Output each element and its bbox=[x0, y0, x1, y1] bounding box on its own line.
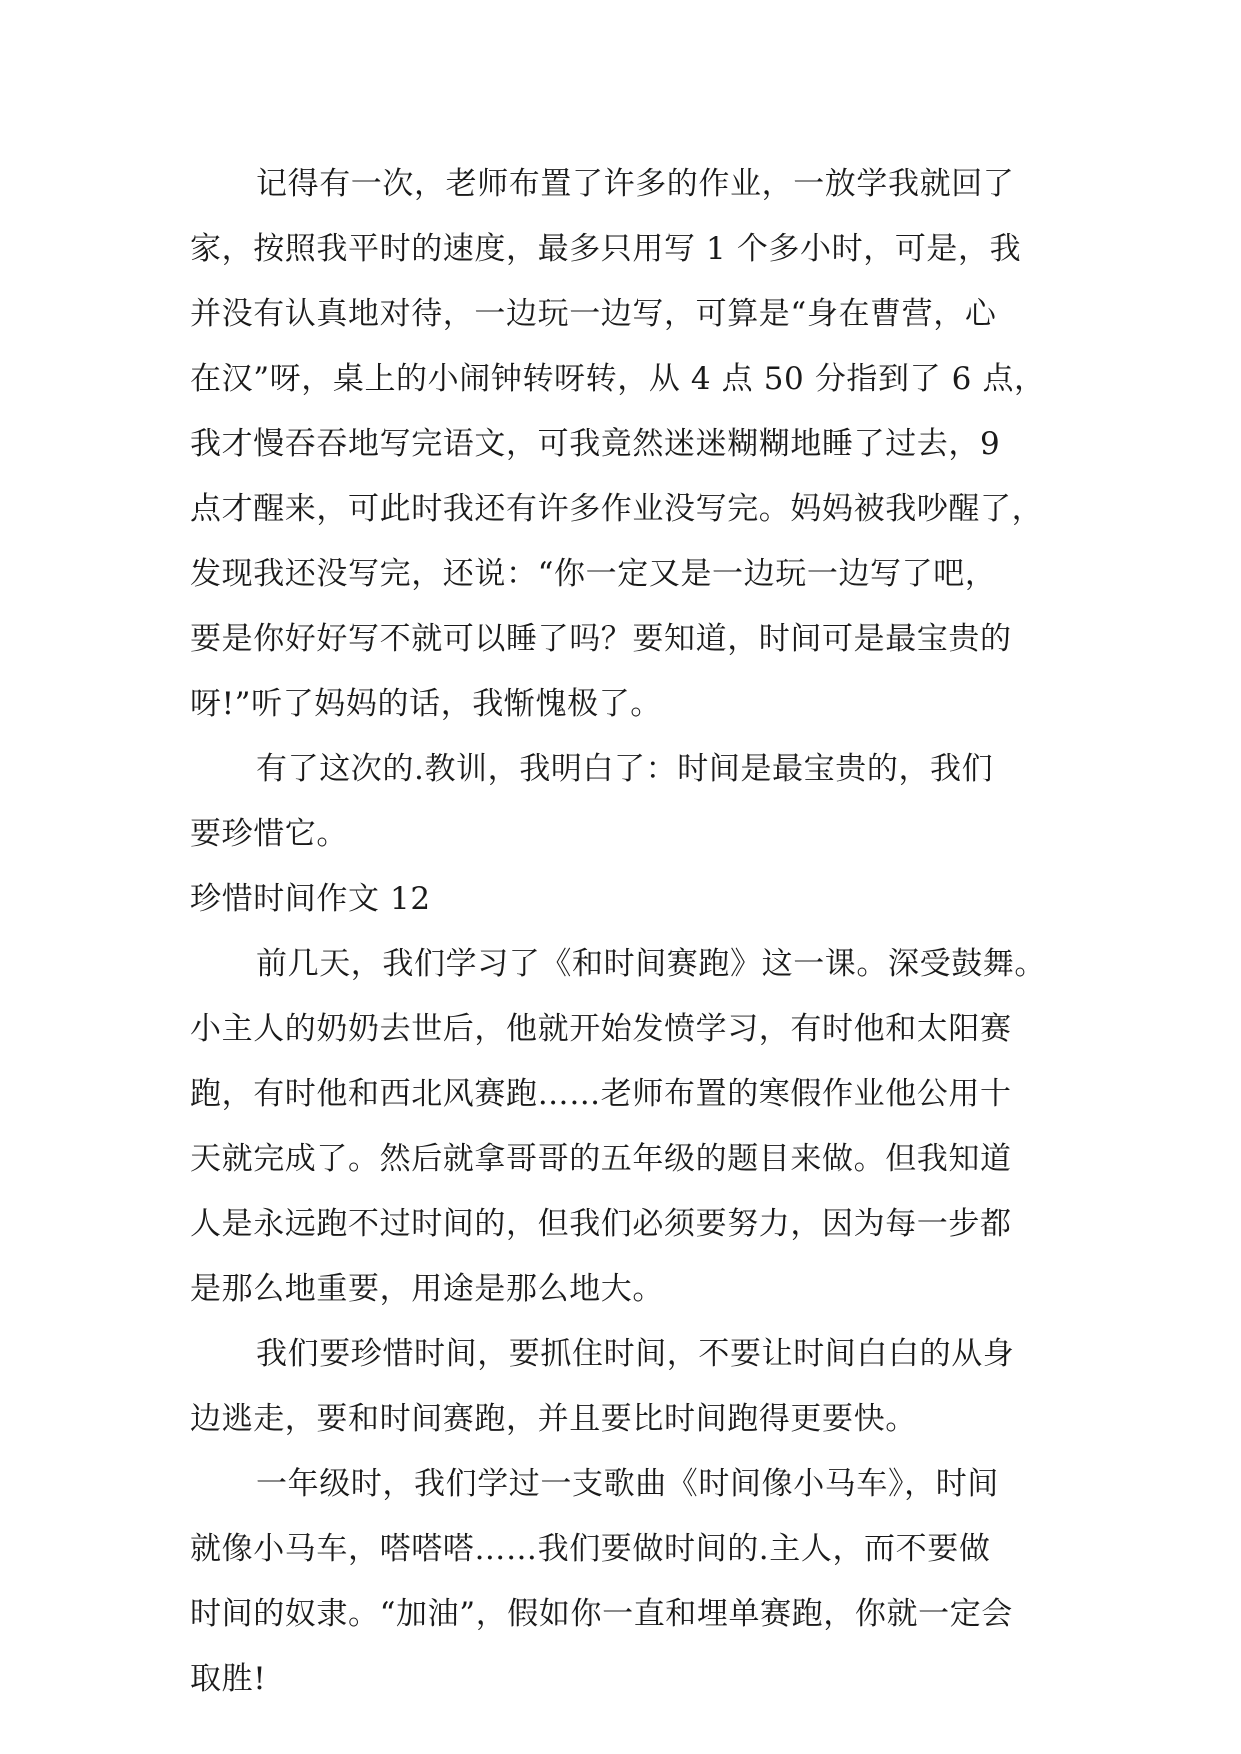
section-heading: 珍惜时间作文 12 bbox=[190, 881, 431, 917]
text-line: 是那么地重要，用途是那么地大。 bbox=[190, 1271, 664, 1307]
text-line: 小主人的奶奶去世后，他就开始发愤学习，有时他和太阳赛 bbox=[190, 1011, 1012, 1047]
text-line: 就像小马车，嗒嗒嗒……我们要做时间的.主人，而不要做 bbox=[190, 1531, 991, 1567]
text-line: 并没有认真地对待，一边玩一边写，可算是“身在曹营，心 bbox=[190, 296, 997, 332]
text-line: 要珍惜它。 bbox=[190, 816, 348, 852]
text-line: 要是你好好写不就可以睡了吗？要知道，时间可是最宝贵的 bbox=[190, 621, 1012, 657]
text-line: 发现我还没写完，还说：“你一定又是一边玩一边写了吧， bbox=[190, 556, 997, 592]
text-line: 有了这次的.教训，我明白了：时间是最宝贵的，我们 bbox=[256, 751, 994, 787]
document-page bbox=[190, 152, 1052, 1712]
text-line: 跑，有时他和西北风赛跑……老师布置的寒假作业他公用十 bbox=[190, 1076, 1012, 1112]
text-line: 呀!”听了妈妈的话，我惭愧极了。 bbox=[190, 686, 662, 722]
text-line: 人是永远跑不过时间的，但我们必须要努力，因为每一步都 bbox=[190, 1206, 1012, 1242]
text-line: 前几天，我们学习了《和时间赛跑》这一课。深受鼓舞。 bbox=[256, 946, 1046, 982]
paragraph bbox=[190, 932, 1052, 1322]
paragraph bbox=[190, 152, 1052, 737]
text-line: 天就完成了。然后就拿哥哥的五年级的题目来做。但我知道 bbox=[190, 1141, 1012, 1177]
paragraph bbox=[190, 1322, 1052, 1452]
text-line: 家，按照我平时的速度，最多只用写 1 个多小时，可是，我 bbox=[190, 231, 1022, 267]
paragraph bbox=[190, 737, 1052, 867]
text-line: 一年级时，我们学过一支歌曲《时间像小马车》，时间 bbox=[256, 1466, 999, 1502]
text-line: 点才醒来，可此时我还有许多作业没写完。妈妈被我吵醒了， bbox=[190, 491, 1044, 527]
text-line: 边逃走，要和时间赛跑，并且要比时间跑得更要快。 bbox=[190, 1401, 917, 1437]
text-line: 时间的奴隶。“加油”，假如你一直和埋单赛跑，你就一定会 bbox=[190, 1596, 1013, 1632]
text-line: 在汉”呀，桌上的小闹钟转呀转，从 4 点 50 分指到了 6 点， bbox=[190, 361, 1046, 397]
text-line: 我才慢吞吞地写完语文，可我竟然迷迷糊糊地睡了过去，9 bbox=[190, 426, 1001, 462]
paragraph bbox=[190, 1452, 1052, 1712]
text-line: 记得有一次，老师布置了许多的作业，一放学我就回了 bbox=[256, 166, 1015, 202]
text-line: 我们要珍惜时间，要抓住时间，不要让时间白白的从身 bbox=[256, 1336, 1015, 1372]
text-line: 取胜! bbox=[190, 1661, 267, 1697]
